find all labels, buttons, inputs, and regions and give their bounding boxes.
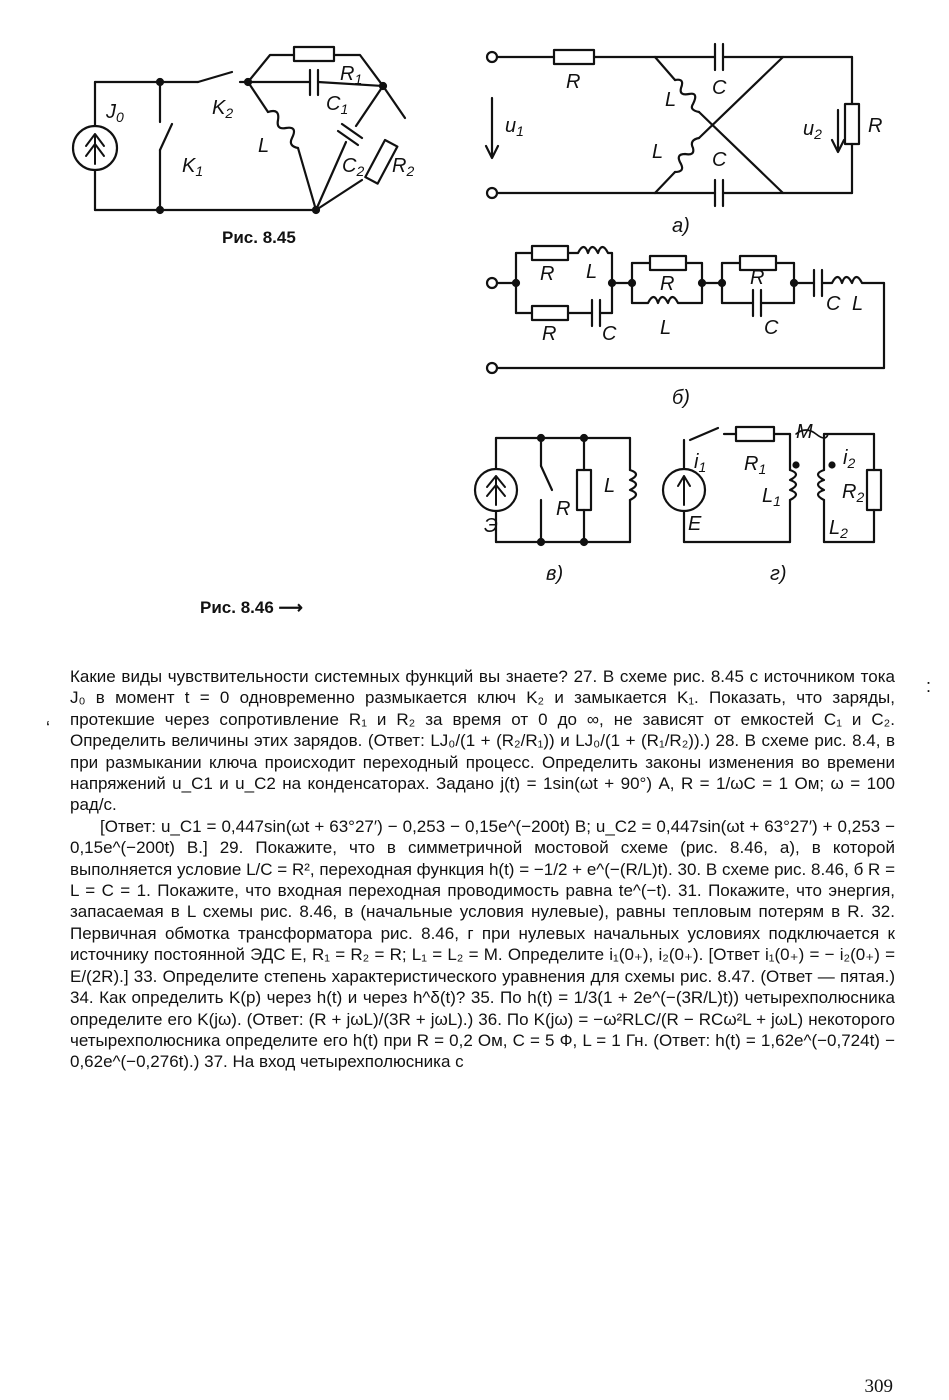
svg-text:R2: $R_2$ <box>392 155 415 179</box>
svg-text:M: M <box>796 421 813 443</box>
svg-text:a): a) <box>672 215 690 237</box>
svg-text:K2: $K_2$ <box>212 97 234 121</box>
svg-text:L: L <box>604 475 616 497</box>
svg-text:L: L <box>652 141 664 163</box>
problems-text <box>70 666 895 1073</box>
svg-text:C2: $C_2$ <box>342 155 365 179</box>
margin-colon: : <box>926 676 932 696</box>
svg-text:C: C <box>826 293 841 315</box>
svg-text:i1: $i_1$ <box>694 451 707 475</box>
svg-text:L: L <box>258 135 270 157</box>
svg-text:Э: Э <box>484 515 498 537</box>
figure-8-46-b <box>487 246 884 409</box>
svg-text:R: R <box>566 71 581 93</box>
resistor-r1 <box>294 47 334 61</box>
margin-tick: ‘ <box>46 718 50 738</box>
svg-text:R1: $R_1$ <box>744 453 767 477</box>
svg-text:L: L <box>660 317 672 339</box>
svg-text:L1: $L_1$ <box>762 485 781 509</box>
svg-text:L: L <box>586 261 598 283</box>
svg-text:R: R <box>868 115 883 137</box>
svg-text:R: R <box>556 498 571 520</box>
resistor-r-846a <box>554 50 594 64</box>
svg-text:C: C <box>764 317 779 339</box>
svg-text:R: R <box>540 263 555 285</box>
switch-k2 <box>198 72 232 82</box>
svg-text:J0: $J_0$ <box>106 101 124 125</box>
svg-text:C: C <box>712 149 727 171</box>
svg-text:R1: $R_1$ <box>340 63 363 87</box>
svg-text:г): г) <box>770 563 787 585</box>
page-number: 309 <box>864 1376 893 1397</box>
svg-text:u1: $u_1$ <box>505 115 524 139</box>
inductor-l-845 <box>268 111 298 148</box>
svg-text:K1: $K_1$ <box>182 155 204 179</box>
svg-text:R: R <box>750 267 765 289</box>
svg-text:R: R <box>542 323 557 345</box>
figures-canvas <box>0 0 949 640</box>
svg-text:C: C <box>712 77 727 99</box>
problems-paragraph-2: [Ответ: u_C1 = 0,447sin(ωt + 63°27′) − 0,253 − 0,15e^(−200t) В; u_C2 = 0,447sin(ωt + 63°27′) + 0,253 − 0,15e^(−200t) В.] 29. Покажите, что в симметричной мостовой схеме (рис. 8.46, а), в которой выполняется условие L/C = R², переходная функция h(t) = −1/2 + e^(−(R/L)t). 30. В схеме рис. 8.46, б R = L = C = 1. Покажите, что входная переходная проводимость равна te^(−t). 31. Покажите, что энергия, запасаемая в L схемы рис. 8.46, в (начальные условия нулевые), равны тепловым потерям в R. 32. Первичная обмотка трансформатора рис. 8.46, г при нулевых начальных условиях подключается к источнику постоянной ЭДС E, R₁ = R₂ = R; L₁ = L₂ = M. Определите i₁(0₊), i₂(0₊). [Ответ i₁(0₊) = − i₂(0₊) = E/(2R).] 33. Определите степень характеристического уравнения для схемы рис. 8.47. (Ответ — пятая.) 34. Как определить K(p) через h(t) и через h^δ(t)? 35. По h(t) = 1/3(1 + 2e^(−(3R/L)t)) четырехполюсника определите его K(jω). (Ответ: (R + jωL)/(3R + jωL).) 36. По K(jω) = −ω²RLC/(R − RCω²L + jωL) некоторого четырехполюсника определите его h(t) при R = 0,2 Ом, C = 5 Ф, L = 1 Гн. (Ответ: h(t) = 1,62e^(−0,724t) − 0,62e^(−0,276t).) 37. На вход четырехполюсника с <box>70 816 895 1072</box>
svg-text:E: E <box>688 513 702 535</box>
svg-text:L: L <box>852 293 864 315</box>
figure-8-46-v <box>475 435 636 585</box>
figure-8-46-g <box>663 421 881 585</box>
svg-text:u2: $u_2$ <box>803 118 822 142</box>
figure-8-45 <box>73 47 414 213</box>
svg-text:i2: $i_2$ <box>843 447 856 471</box>
svg-text:в): в) <box>546 563 564 585</box>
switch-k1 <box>160 124 172 150</box>
figure-8-45-caption: Рис. 8.45 <box>222 228 296 247</box>
problems-paragraph-1: Какие виды чувствительности системных функций вы знаете? 27. В схеме рис. 8.45 с источником тока J₀ в момент t = 0 одновременно размыкается ключ K₂ и замыкается K₁. Показать, что заряды, протекшие через сопротивление R₁ и R₂ за время от 0 до ∞, не зависят от емкостей C₁ и C₂. Определить величины этих зарядов. (Ответ: LJ₀/(1 + (R₂/R₁)) и LJ₀/(1 + (R₁/R₂)).) 28. В схеме рис. 8.4, в при размыкании ключа происходит переходный процесс. Определить законы изменения во времени напряжений u_C1 и u_C2 на конденсаторах. Задано j(t) = 1sin(ωt + 90°) А, R = 1/ωC = 1 Ом; ω = 100 рад/с. <box>70 667 895 815</box>
figure-8-46-a <box>486 44 882 237</box>
svg-text:C: C <box>602 323 617 345</box>
svg-text:б): б) <box>672 387 690 409</box>
svg-text:R2: $R_2$ <box>842 481 865 505</box>
svg-text:L: L <box>665 89 677 111</box>
svg-text:R: R <box>660 273 675 295</box>
svg-text:C1: $C_1$ <box>326 93 349 117</box>
figure-8-46-caption: Рис. 8.46 ⟶ <box>200 598 303 617</box>
svg-text:L2: $L_2$ <box>829 517 848 541</box>
